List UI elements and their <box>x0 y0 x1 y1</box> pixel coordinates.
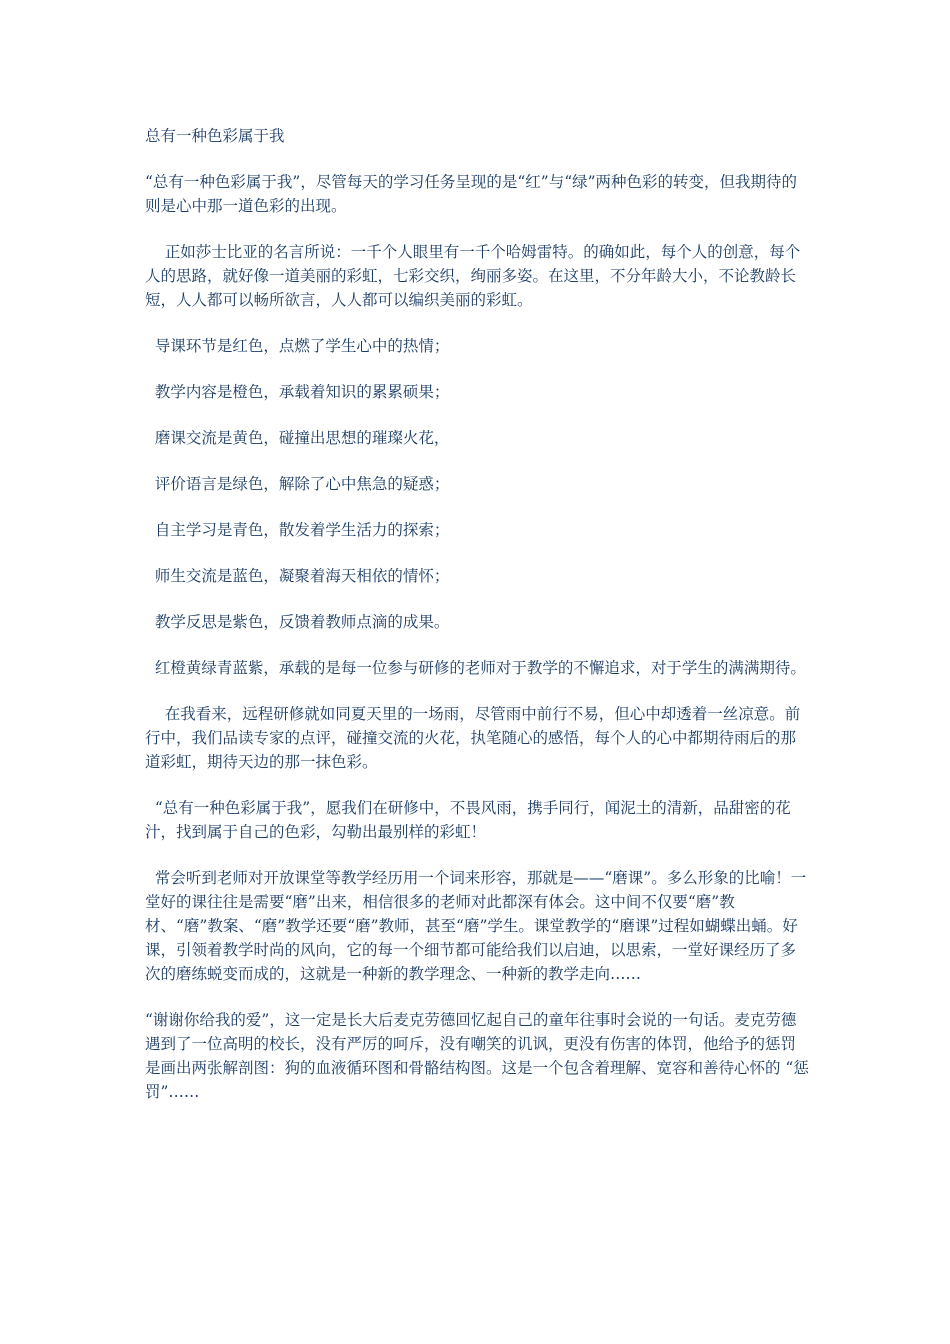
paragraph-orange: 教学内容是橙色，承载着知识的累累硕果； <box>145 383 450 401</box>
paragraph-red: 导课环节是红色，点燃了学生心中的热情； <box>145 337 450 355</box>
paragraph-mo-ke: 常会听到老师对开放课堂等教学经历用一个词来形容，那就是——“磨课”。多么形象的比喻！一堂好的课往往是需要“磨”出来，相信很多的老师对此都深有体会。这中间不仅要“磨”教材、“磨”教案、“磨”教学还要“磨”教师，甚至“磨”学生。课堂教学的“磨课”过程如蝴蝶出蛹。好课，引领着教学时尚的风向，它的每一个细节都可能给我们以启迪，以思索，一堂好课经历了多次的磨练蜕变而成的，这就是一种新的教学理念、一种新的教学走向…… <box>145 869 807 983</box>
paragraph-summer-rain: 在我看来，远程研修就如同夏天里的一场雨，尽管雨中前行不易，但心中却透着一丝凉意。前行中，我们品读专家的点评，碰撞交流的火花，执笔随心的感悟，每个人的心中都期待雨后的那道彩虹，期待天边的那一抹色彩。 <box>145 705 801 771</box>
paragraph-rainbow: 红橙黄绿青蓝紫，承载的是每一位参与研修的老师对于教学的不懈追求，对于学生的满满期待。 <box>145 659 806 677</box>
paragraph-green: 评价语言是绿色，解除了心中焦急的疑惑； <box>145 475 450 493</box>
document-body <box>145 124 810 1126</box>
paragraph-intro: “总有一种色彩属于我”，尽管每天的学习任务呈现的是“红”与“绿”两种色彩的转变，但我期待的则是心中那一道色彩的出现。 <box>145 173 798 215</box>
paragraph-yellow: 磨课交流是黄色，碰撞出思想的璀璨火花， <box>145 429 450 447</box>
paragraph-cyan: 自主学习是青色，散发着学生活力的探索； <box>145 521 450 539</box>
paragraph-macleod: “谢谢你给我的爱”，这一定是长大后麦克劳德回忆起自己的童年往事时会说的一句话。麦克劳德遇到了一位高明的校长，没有严厉的呵斥，没有嘲笑的讥讽，更没有伤害的体罚，他给予的惩罚是画出两张解剖图：狗的血液循环图和骨骼结构图。这是一个包含着理解、宽容和善待心怀的 “惩罚”…… <box>145 1011 809 1101</box>
paragraph-purple: 教学反思是紫色，反馈着教师点滴的成果。 <box>145 613 450 631</box>
document-title: 总有一种色彩属于我 <box>145 127 285 145</box>
paragraph-shakespeare: 正如莎士比亚的名言所说：一千个人眼里有一千个哈姆雷特。的确如此，每个人的创意，每个人的思路，就好像一道美丽的彩虹，七彩交织，绚丽多姿。在这里，不分年龄大小，不论教龄长短，人人都可以畅所欲言，人人都可以编织美丽的彩虹。 <box>145 243 801 309</box>
paragraph-blue: 师生交流是蓝色，凝聚着海天相依的情怀； <box>145 567 450 585</box>
paragraph-wish: “总有一种色彩属于我”，愿我们在研修中，不畏风雨，携手同行，闻泥土的清新，品甜密的花汁，找到属于自己的色彩，勾勒出最别样的彩虹！ <box>145 799 791 841</box>
